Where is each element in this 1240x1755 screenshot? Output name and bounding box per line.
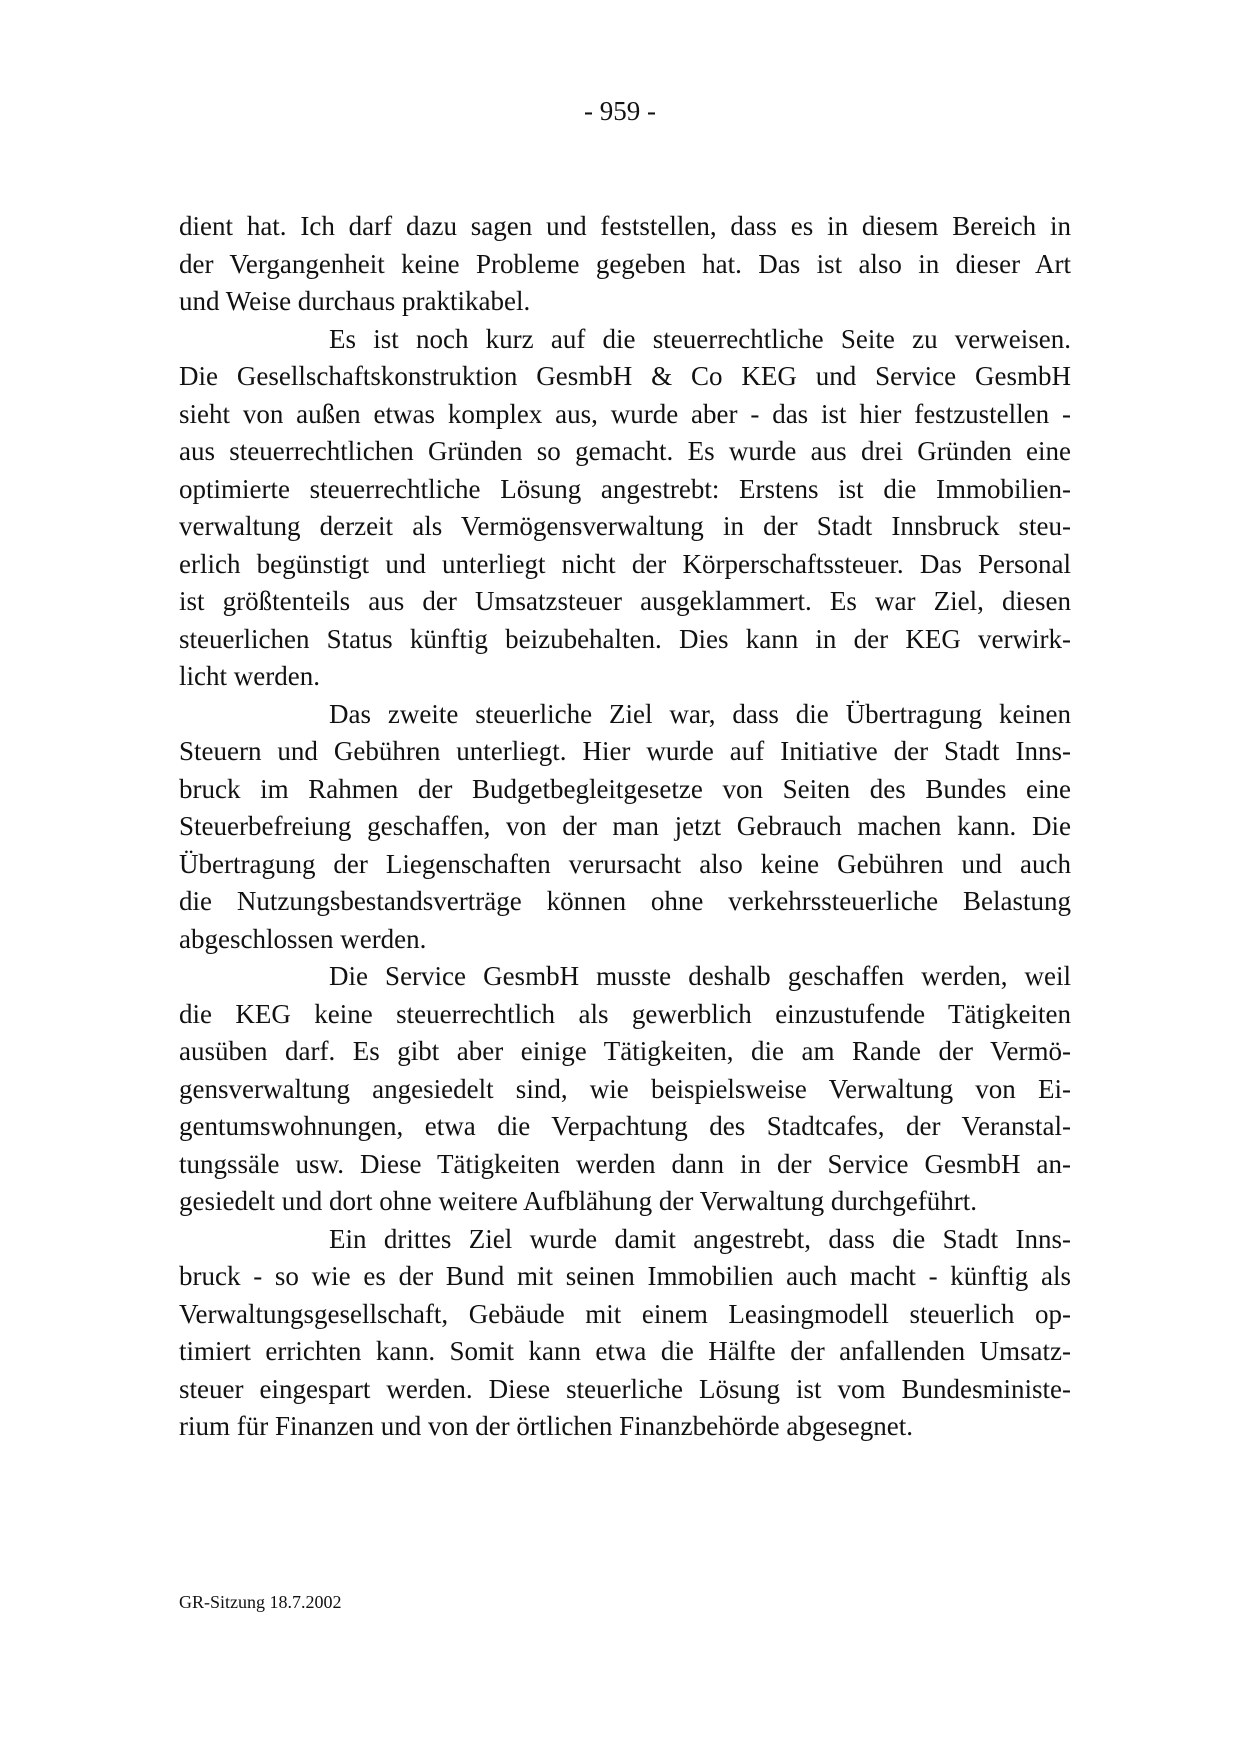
text-line: Es ist noch kurz auf die steuerrechtliche Seite zu verweisen. <box>329 323 1071 354</box>
text-line: Ein drittes Ziel wurde damit angestrebt, dass die Stadt Inns- <box>329 1223 1071 1254</box>
text-line: steuer eingespart werden. Diese steuerliche Lösung ist vom Bundesministe- <box>179 1373 1071 1404</box>
text-line: Verwaltungsgesellschaft, Gebäude mit einem Leasingmodell steuerlich op- <box>179 1298 1071 1329</box>
text-line: bruck im Rahmen der Budgetbegleitgesetze von Seiten des Bundes eine <box>179 773 1071 804</box>
text-line: dient hat. Ich darf dazu sagen und feststellen, dass es in diesem Bereich in <box>179 211 1071 241</box>
text-line: gentumswohnungen, etwa die Verpachtung des Stadtcafes, der Veranstal- <box>179 1111 1071 1141</box>
text-line: tungssäle usw. Diese Tätigkeiten werden dann in der Service GesmbH an- <box>179 1148 1071 1179</box>
text-line: Übertragung der Liegenschaften verursacht also keine Gebühren und auch <box>179 848 1071 879</box>
text-line: und Weise durchaus praktikabel. <box>179 286 531 316</box>
text-line: rium für Finanzen und von der örtlichen Finanzbehörde abgesegnet. <box>179 1411 914 1441</box>
text-line: ausüben darf. Es gibt aber einige Tätigkeiten, die am Rande der Vermö- <box>179 1036 1071 1066</box>
text-line: abgeschlossen werden. <box>179 923 427 954</box>
paragraph <box>179 1221 1071 1446</box>
text-line: die KEG keine steuerrechtlich als gewerblich einzustufende Tätigkeiten <box>179 998 1071 1029</box>
text-line: gensverwaltung angesiedelt sind, wie beispielsweise Verwaltung von Ei- <box>179 1073 1071 1104</box>
text-line: steuerlichen Status künftig beizubehalten. Dies kann in der KEG verwirk- <box>179 623 1071 654</box>
page-number: - 959 - <box>584 96 656 126</box>
text-line: erlich begünstigt und unterliegt nicht der Körperschaftssteuer. Das Personal <box>179 548 1071 579</box>
text-line: Die Service GesmbH musste deshalb geschaffen werden, weil <box>329 961 1071 991</box>
text-line: Steuerbefreiung geschaffen, von der man jetzt Gebrauch machen kann. Die <box>179 811 1071 841</box>
text-line: Das zweite steuerliche Ziel war, dass die Übertragung keinen <box>329 698 1071 729</box>
paragraph <box>179 208 1071 321</box>
text-line: ist größtenteils aus der Umsatzsteuer ausgeklammert. Es war Ziel, diesen <box>179 586 1071 616</box>
paragraph <box>179 321 1071 696</box>
footer-session-date: GR-Sitzung 18.7.2002 <box>179 1592 342 1612</box>
text-line: optimierte steuerrechtliche Lösung angestrebt: Erstens ist die Immobilien- <box>179 473 1071 504</box>
text-line: verwaltung derzeit als Vermögensverwaltung in der Stadt Innsbruck steu- <box>179 511 1071 541</box>
text-line: bruck - so wie es der Bund mit seinen Immobilien auch macht - künftig als <box>179 1261 1071 1291</box>
body-text <box>179 208 1071 1446</box>
text-line: sieht von außen etwas komplex aus, wurde aber - das ist hier festzustellen - <box>179 398 1071 429</box>
text-line: Steuern und Gebühren unterliegt. Hier wurde auf Initiative der Stadt Inns- <box>179 736 1071 766</box>
text-line: Die Gesellschaftskonstruktion GesmbH & Co KEG und Service GesmbH <box>179 361 1071 391</box>
text-line: der Vergangenheit keine Probleme gegeben hat. Das ist also in dieser Art <box>179 248 1071 279</box>
text-line: gesiedelt und dort ohne weitere Aufblähung der Verwaltung durchgeführt. <box>179 1186 978 1216</box>
text-line: die Nutzungsbestandsverträge können ohne verkehrssteuerliche Belastung <box>179 886 1071 916</box>
text-line: licht werden. <box>179 661 320 691</box>
paragraph <box>179 696 1071 959</box>
text-line: aus steuerrechtlichen Gründen so gemacht. Es wurde aus drei Gründen eine <box>179 436 1071 466</box>
paragraph <box>179 958 1071 1221</box>
text-line: timiert errichten kann. Somit kann etwa die Hälfte der anfallenden Umsatz- <box>179 1336 1071 1366</box>
